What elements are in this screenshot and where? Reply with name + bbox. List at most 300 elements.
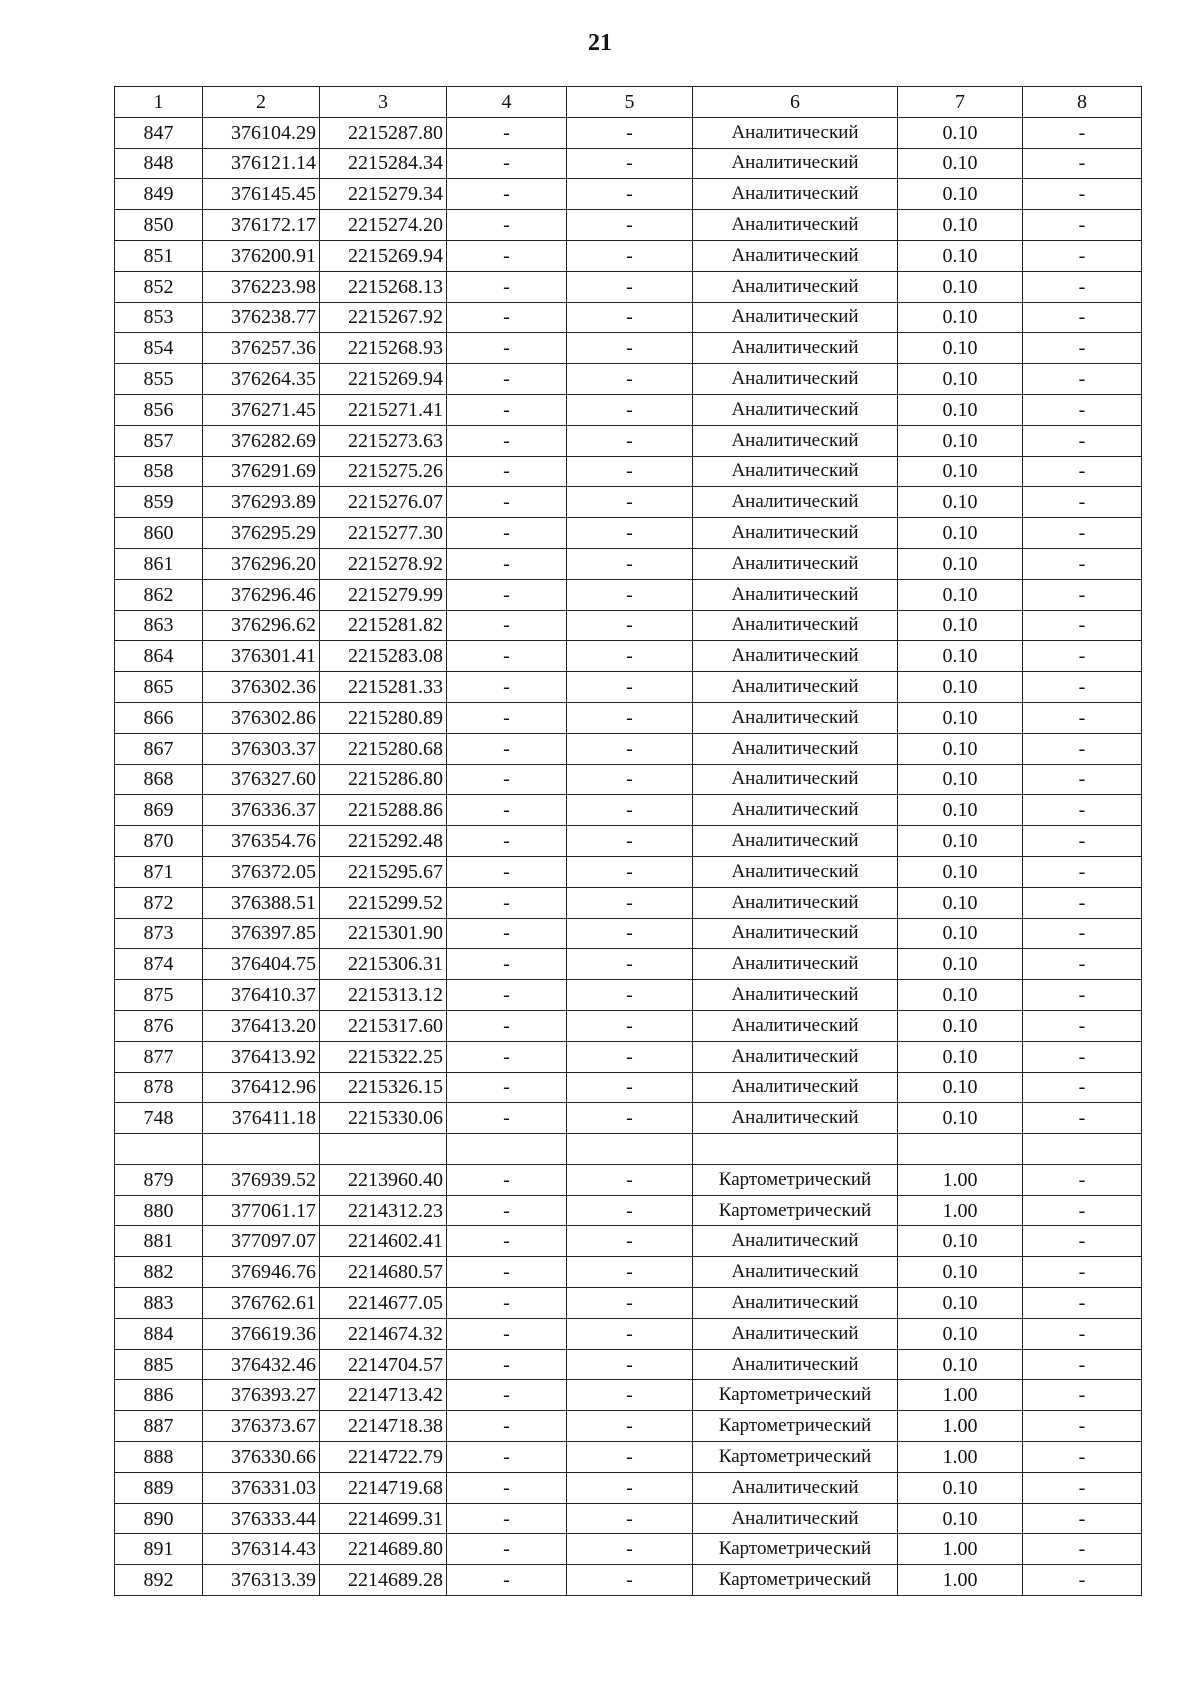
x-coordinate: 376413.92 xyxy=(203,1041,320,1072)
column-5-value: - xyxy=(567,641,693,672)
accuracy: 0.10 xyxy=(898,980,1023,1011)
accuracy: 0.10 xyxy=(898,1318,1023,1349)
column-5-value: - xyxy=(567,1257,693,1288)
table-row xyxy=(115,764,1142,795)
method: Аналитический xyxy=(693,856,898,887)
method: Аналитический xyxy=(693,764,898,795)
method: Аналитический xyxy=(693,1103,898,1134)
column-5-value: - xyxy=(567,579,693,610)
table-row xyxy=(115,1103,1142,1134)
table-row xyxy=(115,240,1142,271)
table-row xyxy=(115,271,1142,302)
accuracy: 0.10 xyxy=(898,425,1023,456)
x-coordinate: 376293.89 xyxy=(203,487,320,518)
x-coordinate: 376302.36 xyxy=(203,672,320,703)
column-8-value: - xyxy=(1023,1565,1142,1596)
point-number: 882 xyxy=(115,1257,203,1288)
column-header: 1 xyxy=(115,87,203,118)
y-coordinate: 2215281.82 xyxy=(320,610,447,641)
x-coordinate: 376121.14 xyxy=(203,148,320,179)
column-8-value: - xyxy=(1023,1195,1142,1226)
column-8-value: - xyxy=(1023,425,1142,456)
accuracy: 0.10 xyxy=(898,610,1023,641)
page-number: 21 xyxy=(588,30,612,56)
column-4-value: - xyxy=(447,641,567,672)
column-4-value: - xyxy=(447,1041,567,1072)
x-coordinate: 376946.76 xyxy=(203,1257,320,1288)
point-number: 870 xyxy=(115,826,203,857)
accuracy: 0.10 xyxy=(898,302,1023,333)
point-number: 854 xyxy=(115,333,203,364)
y-coordinate: 2215299.52 xyxy=(320,887,447,918)
y-coordinate: 2215326.15 xyxy=(320,1072,447,1103)
point-number: 875 xyxy=(115,980,203,1011)
x-coordinate: 377097.07 xyxy=(203,1226,320,1257)
point-number: 889 xyxy=(115,1472,203,1503)
column-8-value: - xyxy=(1023,1257,1142,1288)
column-8-value: - xyxy=(1023,1164,1142,1195)
column-4-value: - xyxy=(447,148,567,179)
column-8-value: - xyxy=(1023,1472,1142,1503)
method: Аналитический xyxy=(693,610,898,641)
accuracy: 0.10 xyxy=(898,887,1023,918)
y-coordinate: 2215330.06 xyxy=(320,1103,447,1134)
table-row xyxy=(115,518,1142,549)
x-coordinate xyxy=(203,1134,320,1165)
column-4-value: - xyxy=(447,1318,567,1349)
point-number: 855 xyxy=(115,364,203,395)
x-coordinate: 376291.69 xyxy=(203,456,320,487)
column-8-value: - xyxy=(1023,579,1142,610)
point-number: 871 xyxy=(115,856,203,887)
x-coordinate: 376296.62 xyxy=(203,610,320,641)
column-4-value: - xyxy=(447,856,567,887)
column-8-value: - xyxy=(1023,333,1142,364)
column-4-value: - xyxy=(447,887,567,918)
column-8-value: - xyxy=(1023,1534,1142,1565)
column-4-value: - xyxy=(447,1195,567,1226)
x-coordinate: 376331.03 xyxy=(203,1472,320,1503)
table-row xyxy=(115,1195,1142,1226)
column-4-value: - xyxy=(447,1534,567,1565)
table-row xyxy=(115,918,1142,949)
table-row xyxy=(115,1041,1142,1072)
accuracy: 0.10 xyxy=(898,856,1023,887)
method: Аналитический xyxy=(693,702,898,733)
point-number: 748 xyxy=(115,1103,203,1134)
method: Аналитический xyxy=(693,980,898,1011)
point-number: 848 xyxy=(115,148,203,179)
x-coordinate: 376327.60 xyxy=(203,764,320,795)
method: Аналитический xyxy=(693,548,898,579)
column-5-value: - xyxy=(567,487,693,518)
column-4-value: - xyxy=(447,1349,567,1380)
x-coordinate: 376404.75 xyxy=(203,949,320,980)
column-4-value: - xyxy=(447,764,567,795)
column-5-value: - xyxy=(567,826,693,857)
point-number: 853 xyxy=(115,302,203,333)
column-5-value: - xyxy=(567,1411,693,1442)
column-8-value: - xyxy=(1023,1380,1142,1411)
y-coordinate: 2215279.99 xyxy=(320,579,447,610)
column-5-value: - xyxy=(567,1226,693,1257)
column-4-value: - xyxy=(447,610,567,641)
y-coordinate: 2214718.38 xyxy=(320,1411,447,1442)
method: Аналитический xyxy=(693,210,898,241)
column-5-value: - xyxy=(567,1380,693,1411)
y-coordinate: 2215275.26 xyxy=(320,456,447,487)
method: Аналитический xyxy=(693,456,898,487)
column-8-value: - xyxy=(1023,456,1142,487)
accuracy: 0.10 xyxy=(898,949,1023,980)
accuracy: 1.00 xyxy=(898,1195,1023,1226)
column-4-value: - xyxy=(447,1472,567,1503)
x-coordinate: 376372.05 xyxy=(203,856,320,887)
accuracy: 0.10 xyxy=(898,918,1023,949)
table-row xyxy=(115,487,1142,518)
method: Аналитический xyxy=(693,394,898,425)
accuracy: 0.10 xyxy=(898,1072,1023,1103)
column-8-value: - xyxy=(1023,518,1142,549)
point-number: 852 xyxy=(115,271,203,302)
table-row xyxy=(115,1349,1142,1380)
method: Картометрический xyxy=(693,1164,898,1195)
accuracy: 0.10 xyxy=(898,271,1023,302)
column-8-value: - xyxy=(1023,733,1142,764)
method: Аналитический xyxy=(693,425,898,456)
column-5-value: - xyxy=(567,1442,693,1473)
x-coordinate: 376104.29 xyxy=(203,117,320,148)
table-row xyxy=(115,826,1142,857)
table-row xyxy=(115,1318,1142,1349)
column-4-value: - xyxy=(447,1503,567,1534)
x-coordinate: 376939.52 xyxy=(203,1164,320,1195)
column-8-value: - xyxy=(1023,702,1142,733)
point-number: 879 xyxy=(115,1164,203,1195)
x-coordinate: 376619.36 xyxy=(203,1318,320,1349)
method: Аналитический xyxy=(693,1072,898,1103)
column-8-value: - xyxy=(1023,271,1142,302)
point-number: 859 xyxy=(115,487,203,518)
column-4-value: - xyxy=(447,240,567,271)
column-8-value: - xyxy=(1023,1349,1142,1380)
column-4-value: - xyxy=(447,271,567,302)
y-coordinate: 2215295.67 xyxy=(320,856,447,887)
column-5-value: - xyxy=(567,364,693,395)
column-8-value: - xyxy=(1023,487,1142,518)
column-5-value: - xyxy=(567,1288,693,1319)
x-coordinate: 376373.67 xyxy=(203,1411,320,1442)
accuracy: 0.10 xyxy=(898,1041,1023,1072)
table-row xyxy=(115,302,1142,333)
y-coordinate: 2215280.89 xyxy=(320,702,447,733)
point-number: 867 xyxy=(115,733,203,764)
column-8-value: - xyxy=(1023,210,1142,241)
table-row xyxy=(115,456,1142,487)
column-4-value: - xyxy=(447,1380,567,1411)
table-row xyxy=(115,148,1142,179)
x-coordinate: 376762.61 xyxy=(203,1288,320,1319)
method: Аналитический xyxy=(693,302,898,333)
table-row xyxy=(115,1134,1142,1165)
x-coordinate: 376397.85 xyxy=(203,918,320,949)
column-header: 8 xyxy=(1023,87,1142,118)
column-5-value: - xyxy=(567,856,693,887)
column-4-value: - xyxy=(447,1103,567,1134)
y-coordinate xyxy=(320,1134,447,1165)
column-5-value: - xyxy=(567,1472,693,1503)
y-coordinate: 2214722.79 xyxy=(320,1442,447,1473)
point-number: 850 xyxy=(115,210,203,241)
accuracy: 0.10 xyxy=(898,764,1023,795)
point-number: 865 xyxy=(115,672,203,703)
y-coordinate: 2215288.86 xyxy=(320,795,447,826)
x-coordinate: 376330.66 xyxy=(203,1442,320,1473)
column-5-value: - xyxy=(567,333,693,364)
point-number: 877 xyxy=(115,1041,203,1072)
method: Аналитический xyxy=(693,672,898,703)
x-coordinate: 376271.45 xyxy=(203,394,320,425)
column-8-value: - xyxy=(1023,949,1142,980)
column-4-value: - xyxy=(447,980,567,1011)
method: Картометрический xyxy=(693,1195,898,1226)
column-5-value: - xyxy=(567,1349,693,1380)
y-coordinate: 2214602.41 xyxy=(320,1226,447,1257)
x-coordinate: 376303.37 xyxy=(203,733,320,764)
column-4-value: - xyxy=(447,949,567,980)
column-5-value: - xyxy=(567,887,693,918)
column-8-value: - xyxy=(1023,1010,1142,1041)
column-8-value: - xyxy=(1023,1072,1142,1103)
y-coordinate: 2215280.68 xyxy=(320,733,447,764)
column-4-value: - xyxy=(447,579,567,610)
accuracy: 0.10 xyxy=(898,179,1023,210)
table-row xyxy=(115,672,1142,703)
table-row xyxy=(115,1565,1142,1596)
point-number: 891 xyxy=(115,1534,203,1565)
column-4-value: - xyxy=(447,456,567,487)
x-coordinate: 376314.43 xyxy=(203,1534,320,1565)
point-number: 885 xyxy=(115,1349,203,1380)
point-number: 860 xyxy=(115,518,203,549)
column-5-value xyxy=(567,1134,693,1165)
column-8-value: - xyxy=(1023,394,1142,425)
accuracy: 0.10 xyxy=(898,1349,1023,1380)
column-8-value: - xyxy=(1023,1288,1142,1319)
y-coordinate: 2215273.63 xyxy=(320,425,447,456)
y-coordinate: 2215271.41 xyxy=(320,394,447,425)
accuracy: 1.00 xyxy=(898,1442,1023,1473)
column-8-value: - xyxy=(1023,795,1142,826)
column-5-value: - xyxy=(567,980,693,1011)
x-coordinate: 376412.96 xyxy=(203,1072,320,1103)
y-coordinate: 2215269.94 xyxy=(320,364,447,395)
table-header-row xyxy=(115,87,1142,118)
y-coordinate: 2215301.90 xyxy=(320,918,447,949)
method: Аналитический xyxy=(693,1503,898,1534)
point-number: 888 xyxy=(115,1442,203,1473)
point-number: 869 xyxy=(115,795,203,826)
method: Картометрический xyxy=(693,1442,898,1473)
table-row xyxy=(115,394,1142,425)
column-4-value: - xyxy=(447,1164,567,1195)
column-5-value: - xyxy=(567,425,693,456)
column-8-value: - xyxy=(1023,672,1142,703)
x-coordinate: 376411.18 xyxy=(203,1103,320,1134)
accuracy: 0.10 xyxy=(898,148,1023,179)
y-coordinate: 2214713.42 xyxy=(320,1380,447,1411)
method: Аналитический xyxy=(693,333,898,364)
accuracy: 0.10 xyxy=(898,579,1023,610)
accuracy: 0.10 xyxy=(898,702,1023,733)
accuracy: 0.10 xyxy=(898,487,1023,518)
column-4-value: - xyxy=(447,210,567,241)
column-8-value: - xyxy=(1023,1411,1142,1442)
method: Аналитический xyxy=(693,641,898,672)
accuracy: 0.10 xyxy=(898,1503,1023,1534)
column-8-value: - xyxy=(1023,641,1142,672)
column-5-value: - xyxy=(567,456,693,487)
accuracy: 1.00 xyxy=(898,1534,1023,1565)
x-coordinate: 376354.76 xyxy=(203,826,320,857)
table-row xyxy=(115,364,1142,395)
column-5-value: - xyxy=(567,1534,693,1565)
x-coordinate: 376413.20 xyxy=(203,1010,320,1041)
column-5-value: - xyxy=(567,1072,693,1103)
column-8-value: - xyxy=(1023,856,1142,887)
x-coordinate: 376393.27 xyxy=(203,1380,320,1411)
y-coordinate: 2215313.12 xyxy=(320,980,447,1011)
x-coordinate: 376410.37 xyxy=(203,980,320,1011)
y-coordinate: 2214689.28 xyxy=(320,1565,447,1596)
column-4-value: - xyxy=(447,179,567,210)
y-coordinate: 2215292.48 xyxy=(320,826,447,857)
column-5-value: - xyxy=(567,518,693,549)
column-8-value: - xyxy=(1023,1103,1142,1134)
y-coordinate: 2215267.92 xyxy=(320,302,447,333)
accuracy: 0.10 xyxy=(898,1288,1023,1319)
coordinates-table xyxy=(114,86,1142,1596)
y-coordinate: 2214704.57 xyxy=(320,1349,447,1380)
y-coordinate: 2215287.80 xyxy=(320,117,447,148)
column-8-value: - xyxy=(1023,240,1142,271)
column-4-value: - xyxy=(447,733,567,764)
column-4-value: - xyxy=(447,1565,567,1596)
y-coordinate: 2214689.80 xyxy=(320,1534,447,1565)
column-header: 3 xyxy=(320,87,447,118)
table-row xyxy=(115,1226,1142,1257)
accuracy: 0.10 xyxy=(898,548,1023,579)
point-number: 851 xyxy=(115,240,203,271)
column-8-value: - xyxy=(1023,1318,1142,1349)
column-5-value: - xyxy=(567,733,693,764)
column-8-value: - xyxy=(1023,887,1142,918)
y-coordinate: 2213960.40 xyxy=(320,1164,447,1195)
y-coordinate: 2215281.33 xyxy=(320,672,447,703)
column-8-value: - xyxy=(1023,764,1142,795)
x-coordinate: 376313.39 xyxy=(203,1565,320,1596)
y-coordinate: 2215274.20 xyxy=(320,210,447,241)
method: Аналитический xyxy=(693,487,898,518)
y-coordinate: 2214680.57 xyxy=(320,1257,447,1288)
y-coordinate: 2214677.05 xyxy=(320,1288,447,1319)
column-5-value: - xyxy=(567,240,693,271)
column-4-value xyxy=(447,1134,567,1165)
column-5-value: - xyxy=(567,1565,693,1596)
accuracy: 1.00 xyxy=(898,1565,1023,1596)
x-coordinate: 376282.69 xyxy=(203,425,320,456)
y-coordinate: 2215278.92 xyxy=(320,548,447,579)
column-header: 2 xyxy=(203,87,320,118)
accuracy: 0.10 xyxy=(898,240,1023,271)
point-number: 864 xyxy=(115,641,203,672)
table-row xyxy=(115,887,1142,918)
method: Аналитический xyxy=(693,117,898,148)
column-8-value: - xyxy=(1023,1442,1142,1473)
column-8-value: - xyxy=(1023,302,1142,333)
column-5-value: - xyxy=(567,1041,693,1072)
x-coordinate: 376200.91 xyxy=(203,240,320,271)
table-row xyxy=(115,117,1142,148)
column-5-value: - xyxy=(567,548,693,579)
point-number: 862 xyxy=(115,579,203,610)
y-coordinate: 2214719.68 xyxy=(320,1472,447,1503)
y-coordinate: 2215306.31 xyxy=(320,949,447,980)
column-4-value: - xyxy=(447,826,567,857)
point-number: 874 xyxy=(115,949,203,980)
y-coordinate: 2215269.94 xyxy=(320,240,447,271)
column-4-value: - xyxy=(447,1072,567,1103)
column-4-value: - xyxy=(447,333,567,364)
column-8-value: - xyxy=(1023,826,1142,857)
column-4-value: - xyxy=(447,548,567,579)
method: Аналитический xyxy=(693,1288,898,1319)
column-4-value: - xyxy=(447,702,567,733)
method: Аналитический xyxy=(693,364,898,395)
point-number: 863 xyxy=(115,610,203,641)
column-8-value: - xyxy=(1023,148,1142,179)
point-number: 892 xyxy=(115,1565,203,1596)
method: Аналитический xyxy=(693,271,898,302)
point-number: 856 xyxy=(115,394,203,425)
accuracy: 0.10 xyxy=(898,826,1023,857)
point-number: 847 xyxy=(115,117,203,148)
method: Аналитический xyxy=(693,518,898,549)
table-row xyxy=(115,425,1142,456)
method: Аналитический xyxy=(693,1349,898,1380)
x-coordinate: 377061.17 xyxy=(203,1195,320,1226)
point-number: 880 xyxy=(115,1195,203,1226)
point-number: 886 xyxy=(115,1380,203,1411)
table-row xyxy=(115,579,1142,610)
table-row xyxy=(115,856,1142,887)
table-row xyxy=(115,1257,1142,1288)
method: Аналитический xyxy=(693,1318,898,1349)
x-coordinate: 376264.35 xyxy=(203,364,320,395)
x-coordinate: 376295.29 xyxy=(203,518,320,549)
column-4-value: - xyxy=(447,117,567,148)
method: Аналитический xyxy=(693,179,898,210)
point-number: 884 xyxy=(115,1318,203,1349)
x-coordinate: 376172.17 xyxy=(203,210,320,241)
y-coordinate: 2214699.31 xyxy=(320,1503,447,1534)
method: Аналитический xyxy=(693,918,898,949)
point-number: 876 xyxy=(115,1010,203,1041)
column-header: 6 xyxy=(693,87,898,118)
column-5-value: - xyxy=(567,148,693,179)
table-row xyxy=(115,548,1142,579)
table-row xyxy=(115,1503,1142,1534)
